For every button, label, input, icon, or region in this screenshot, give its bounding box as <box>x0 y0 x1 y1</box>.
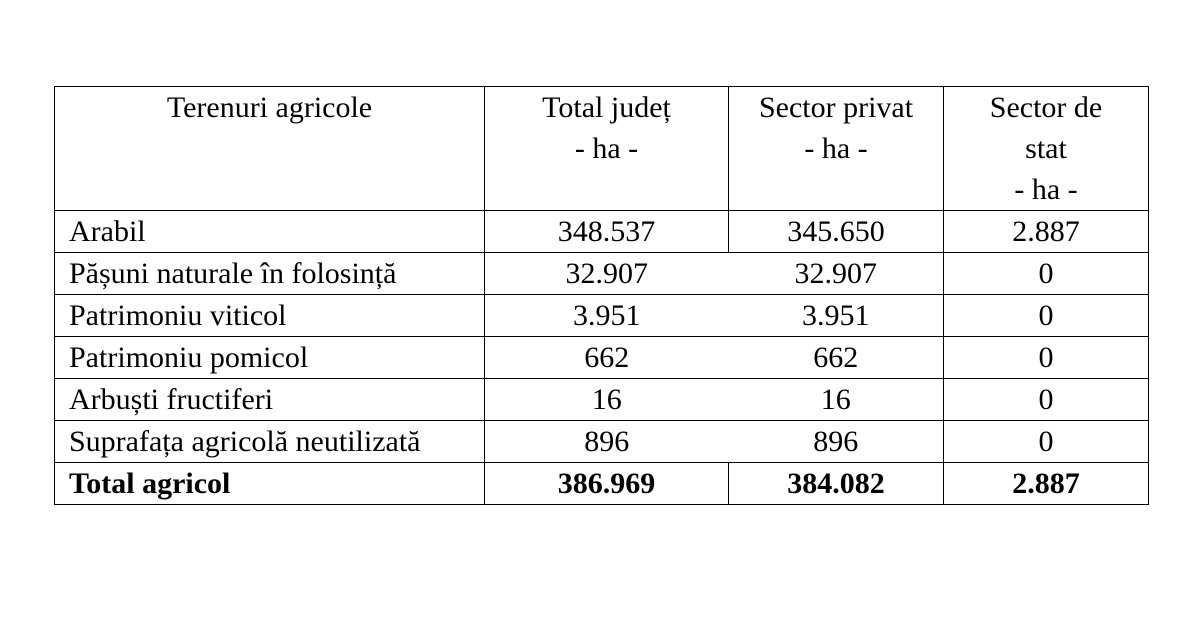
state-value: 2.887 <box>944 211 1149 253</box>
total-value: 16 <box>485 379 729 421</box>
total-value: 386.969 <box>485 463 729 505</box>
row-label: Patrimoniu pomicol <box>55 337 485 379</box>
table-row <box>55 337 1149 379</box>
header-line: Terenuri agricole <box>166 91 373 124</box>
table-row <box>55 211 1149 253</box>
state-value: 0 <box>944 253 1149 295</box>
header-unit: - ha - <box>1014 173 1078 206</box>
row-label: Arbuști fructiferi <box>55 379 485 421</box>
header-line: stat <box>1025 132 1067 165</box>
total-value: 3.951 <box>485 295 729 337</box>
table-total-row <box>55 463 1149 505</box>
state-value: 0 <box>944 295 1149 337</box>
table-row <box>55 295 1149 337</box>
agricultural-land-table <box>54 86 1149 505</box>
state-value: 0 <box>944 337 1149 379</box>
private-value: 896 <box>729 421 944 463</box>
header-private-sector <box>729 87 944 211</box>
total-value: 348.537 <box>485 211 729 253</box>
private-value: 662 <box>729 337 944 379</box>
table-row <box>55 253 1149 295</box>
private-value: 32.907 <box>729 253 944 295</box>
header-line: Sector de <box>989 91 1103 124</box>
header-county-total <box>485 87 729 211</box>
private-value: 3.951 <box>729 295 944 337</box>
row-label: Patrimoniu viticol <box>55 295 485 337</box>
row-label: Pășuni naturale în folosință <box>55 253 485 295</box>
state-value: 0 <box>944 379 1149 421</box>
header-line: Sector privat <box>758 91 914 124</box>
row-label: Suprafața agricolă neutilizată <box>55 421 485 463</box>
header-line: Total județ <box>542 91 671 124</box>
table-header-row <box>55 87 1149 211</box>
table-row <box>55 379 1149 421</box>
private-value: 345.650 <box>729 211 944 253</box>
total-value: 662 <box>485 337 729 379</box>
row-label: Arabil <box>55 211 485 253</box>
total-value: 32.907 <box>485 253 729 295</box>
private-value: 384.082 <box>729 463 944 505</box>
table-row <box>55 421 1149 463</box>
header-agricultural-land <box>55 87 485 211</box>
state-value: 2.887 <box>944 463 1149 505</box>
header-unit: - ha - <box>804 132 868 165</box>
total-value: 896 <box>485 421 729 463</box>
header-state-sector <box>944 87 1149 211</box>
state-value: 0 <box>944 421 1149 463</box>
private-value: 16 <box>729 379 944 421</box>
total-row-label: Total agricol <box>55 463 485 505</box>
header-unit: - ha - <box>574 132 639 165</box>
